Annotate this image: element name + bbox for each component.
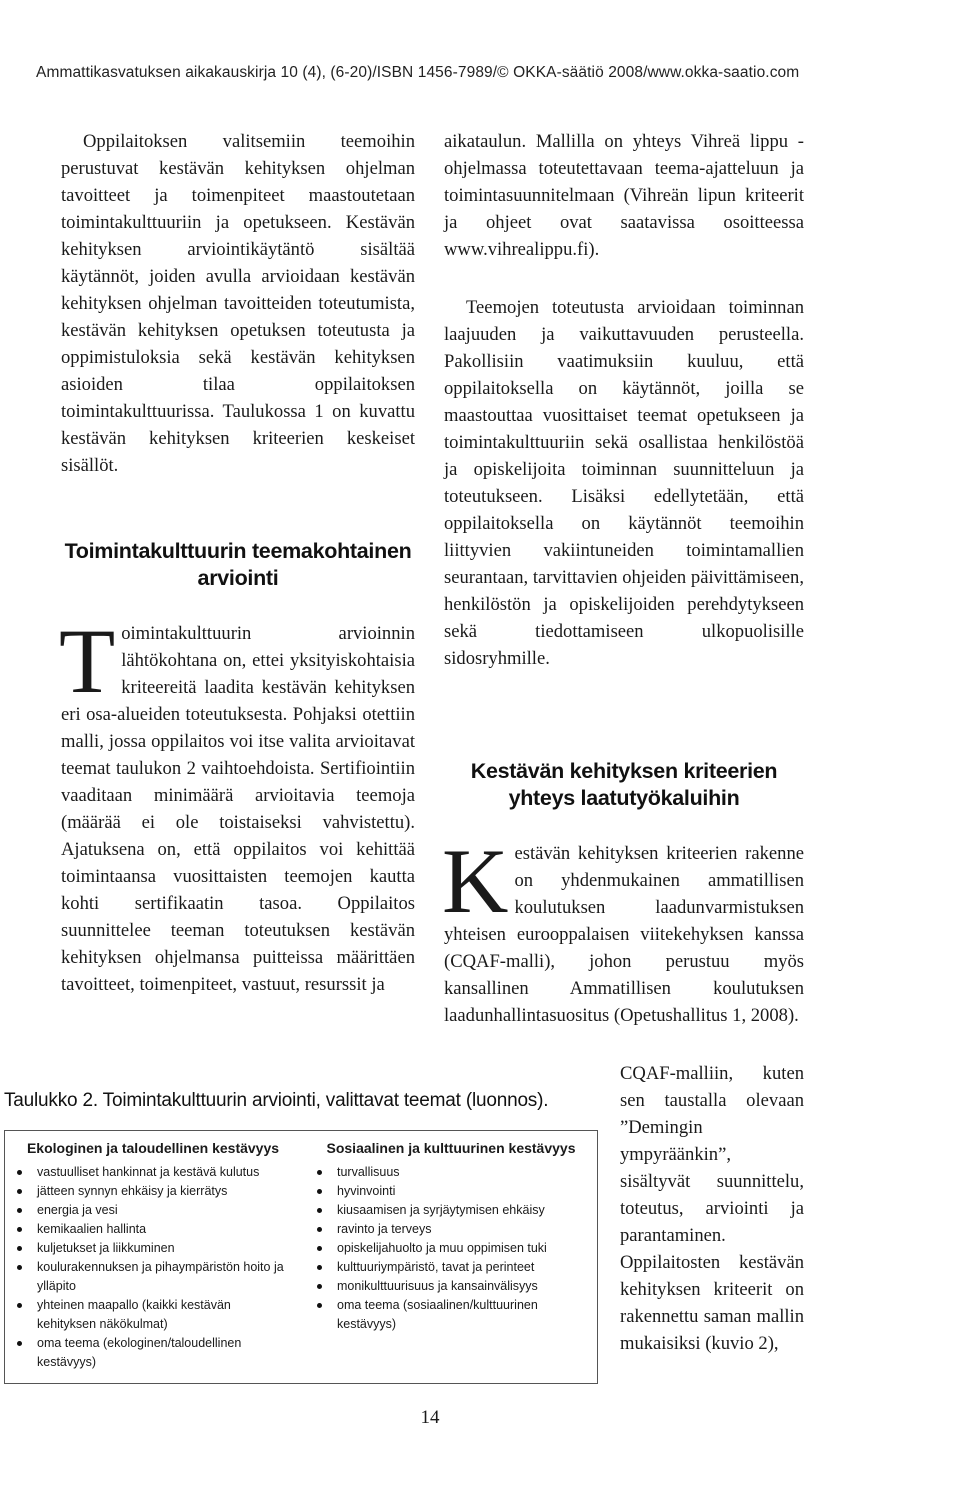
theme-item: oma teema (sosiaalinen/kulttuurinen kestävyys) <box>315 1296 587 1334</box>
theme-item: jätteen synnyn ehkäisy ja kierrätys <box>15 1182 291 1201</box>
table-column-ecological <box>5 1131 301 1383</box>
left-column <box>61 128 415 479</box>
section-heading-culture-evaluation: Toimintakulttuurin teemakohtainen arviointi <box>64 539 412 590</box>
dropcap-letter: K <box>442 830 509 932</box>
theme-item: monikulttuurisuus ja kansainvälisyys <box>315 1277 587 1296</box>
theme-item: oma teema (ekologinen/taloudellinen kestävyys) <box>15 1334 291 1372</box>
theme-item: hyvinvointi <box>315 1182 587 1201</box>
intro-paragraph: Oppilaitoksen valitsemiin teemoihin perustuvat kestävän kehityksen ohjelman tavoitteet ja toimenpiteet maastoutetaan toimintakulttuuriin ja opetukseen. Kestävän kehityksen arviointikäytäntö sisältää käytännöt, joiden avulla arvioidaan kestävän kehityksen ohjelman tavoitteiden toteutumista, kestävän kehityksen opetuksen toteutusta ja oppimistuloksia sekä kestävän kehityksen asioiden tilaa oppilaitoksen toimintakulttuurissa. Taulukossa 1 on kuvattu kestävän kehityksen kriteerien keskeiset sisällöt. <box>61 131 415 476</box>
table-column-heading: Sosiaalinen ja kulttuurinen kestävyys <box>326 1140 576 1156</box>
theme-item: ravinto ja terveys <box>315 1220 587 1239</box>
page-number: 14 <box>420 1407 440 1428</box>
criteria-table <box>4 1130 598 1384</box>
theme-item: yhteinen maapallo (kaikki kestävän kehityksen näkökulmat) <box>15 1296 291 1334</box>
theme-item: turvallisuus <box>315 1163 587 1182</box>
theme-item: opiskelijahuolto ja muu oppimisen tuki <box>315 1239 587 1258</box>
section1-paragraph: oimintakulttuurin arvioinnin lähtökohtana on, ettei yksityiskohtaisia kriteereitä laadita kestävän kehityksen eri osa-alueiden toteutuksesta. Pohjaksi otettiin malli, jossa oppilaitos voi itse valita arvioitavat teemat taulukon 2 vaihtoehdoista. Sertifiointiin vaaditaan minimäärä arvioitavia teemoja (määrää ei ole toistaiseksi vahvistettu). Ajatuksena on, että oppilaitos voi kehittää toimintaansa vuosittaisten teemojen kautta kohti sertifikaatin tasoa. Oppilaitos suunnittelee teeman toteutuksen kestävän kehityksen ohjelmansa puitteissa määrittäen tavoitteet, toimenpiteet, vastuut, resurssit ja <box>61 623 415 995</box>
right-column <box>444 128 804 672</box>
theme-item: kiusaamisen ja syrjäytymisen ehkäisy <box>315 1201 587 1220</box>
theme-item: koulurakennuksen ja pihaympäristön hoito ja ylläpito <box>15 1258 291 1296</box>
table-column-social <box>301 1131 597 1383</box>
table-column-heading: Ekologinen ja taloudellinen kestävyys <box>26 1140 280 1156</box>
theme-item: kulttuuriympäristö, tavat ja perinteet <box>315 1258 587 1277</box>
section2-continuation: CQAF-malliin, kuten sen taustalla olevaan ”Demingin ympyräänkin”, sisältyvät suunnittelu, toteutus, arviointi ja parantaminen. Oppilaitosten kestävän kehityksen kriteerit on rakennettu saman mallin mukaisiksi (kuvio 2), <box>620 1063 804 1354</box>
right-paragraph-2: Teemojen toteutusta arvioidaan toiminnan laajuuden ja vaikuttavuuden perusteella. Pakollisiin vaatimuksiin kuuluu, että oppilaitoksella on käytännöt, joilla se maastouttaa vuosittaiset teemat opetukseen ja toimintakulttuuriin sekä osallistaa henkilöstöä ja opiskelijoita toiminnan suunnitteluun ja toteutukseen. Lisäksi edellytetään, että oppilaitoksella on käytännöt teemoihin liittyvien vakiintuneiden toimintamallien seurantaan, tarvittavien ohjeiden päivittämiseen, henkilöstön ja opiskelijoiden perehdytykseen sekä tiedottamiseen ulkopuolisille sidosryhmille. <box>444 297 804 669</box>
section-heading-quality-tools: Kestävän kehityksen kriteerien yhteys laatutyökaluihin <box>470 759 778 810</box>
journal-header: Ammattikasvatuksen aikakauskirja 10 (4), (6-20)/ISBN 1456-7989/© OKKA-säätiö 2008/www.okka-saatio.com <box>36 64 800 81</box>
section2-body <box>442 830 804 1029</box>
theme-item: energia ja vesi <box>15 1201 291 1220</box>
theme-item: kemikaalien hallinta <box>15 1220 291 1239</box>
right-paragraph-1: aikataulun. Mallilla on yhteys Vihreä lippu -ohjelmassa toteutettavaan teema-ajatteluun ja toimintasuunnitelmaan (Vihreän lipun kriteerit ja ohjeet ovat saatavissa osoitteessa www.vihrealippu.fi). <box>444 131 804 260</box>
dropcap-letter: T <box>59 610 116 712</box>
section2-paragraph: estävän kehityksen kriteerien rakenne on yhdenmukainen ammatillisen koulutuksen laadunvarmistuksen yhteisen eurooppalaisen viitekehyksen kanssa (CQAF-malli), johon perustuu myös kansallinen Ammatillisen koulutuksen laadunhallintasuositus (Opetushallitus 1, 2008). <box>444 843 804 1026</box>
theme-list <box>315 1163 587 1334</box>
theme-list <box>15 1163 291 1372</box>
theme-item: kuljetukset ja liikkuminen <box>15 1239 291 1258</box>
section1-body <box>59 610 415 998</box>
table-caption: Taulukko 2. Toimintakulttuurin arviointi, valittavat teemat (luonnos). <box>4 1090 549 1111</box>
theme-item: vastuulliset hankinnat ja kestävä kulutus <box>15 1163 291 1182</box>
